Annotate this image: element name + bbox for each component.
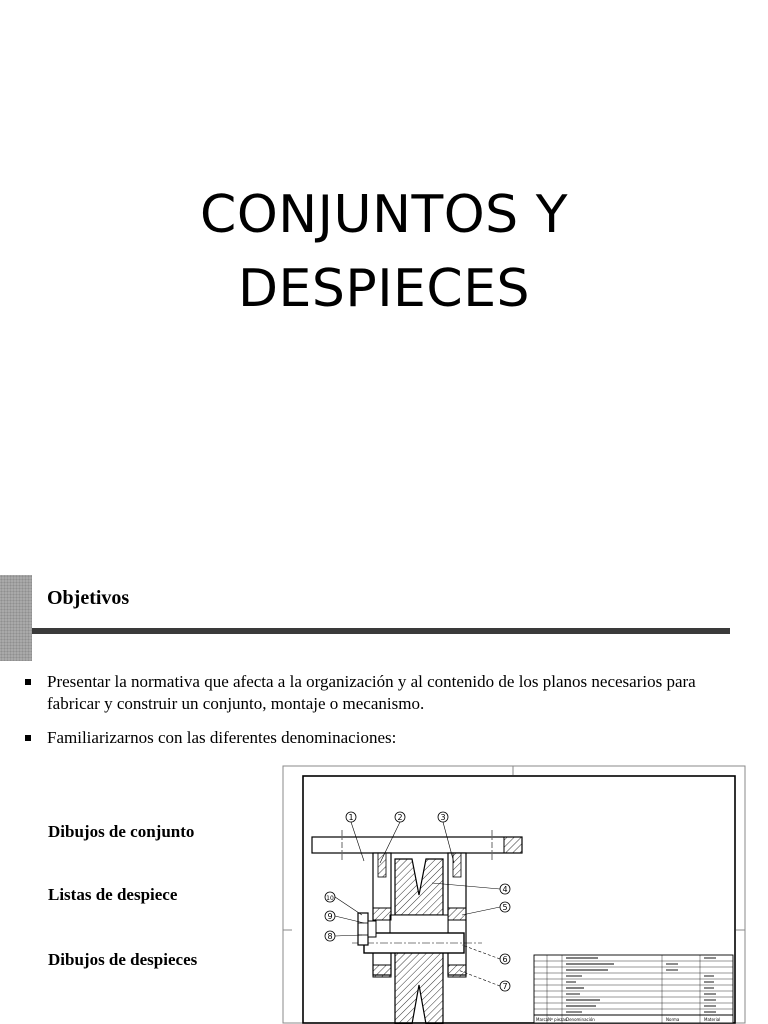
balloon-1: 1 <box>348 813 354 822</box>
balloon-2: 2 <box>397 813 403 822</box>
title-line-1: CONJUNTOS Y <box>200 185 568 245</box>
balloon-5: 5 <box>502 903 508 912</box>
balloon-8: 8 <box>327 932 333 941</box>
parts-list-header-denominacion: Denominación <box>566 1017 595 1022</box>
balloon-3: 3 <box>440 813 446 822</box>
parts-list-header-marca: Marca <box>536 1017 549 1022</box>
label-dibujos-conjunto: Dibujos de conjunto <box>48 822 195 841</box>
balloon-10: 10 <box>326 895 334 902</box>
decorative-tab <box>0 575 32 661</box>
objectives-slide <box>0 555 768 1024</box>
balloon-6: 6 <box>502 955 508 964</box>
bullet-text: Familiarizarnos con las diferentes denominaciones: <box>47 728 397 747</box>
bullet-square-icon <box>25 679 31 685</box>
parts-list-table <box>534 955 733 1023</box>
balloon-9: 9 <box>327 912 333 921</box>
parts-list-header-piezas: Nº piezas <box>548 1017 567 1022</box>
title-line-2: DESPIECES <box>237 259 531 319</box>
top-plate <box>312 837 522 853</box>
balloon-4: 4 <box>502 885 508 894</box>
assembly-drawing <box>282 765 746 1024</box>
label-listas-despiece: Listas de despiece <box>48 885 178 904</box>
balloon-7: 7 <box>502 982 508 991</box>
parts-list-header-norma: Norma <box>666 1017 680 1022</box>
bullet-text: Presentar la normativa que afecta a la organización y al contenido de los planos necesarios para fabricar y construir un conjunto, montaje o mecanismo. <box>47 672 696 713</box>
heading-rule <box>32 628 730 634</box>
parts-list-header-material: Material <box>704 1017 721 1022</box>
label-dibujos-despieces: Dibujos de despieces <box>48 950 198 969</box>
pulley-section <box>395 859 443 915</box>
slide-title <box>0 178 768 326</box>
bullet-square-icon <box>25 735 31 741</box>
objectives-heading: Objetivos <box>47 587 130 609</box>
